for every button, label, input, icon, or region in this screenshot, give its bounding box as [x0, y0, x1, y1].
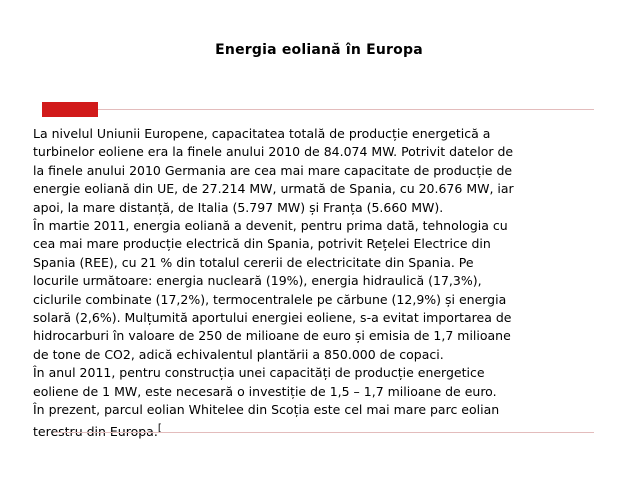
- text-line-content: terestru din Europa.: [33, 423, 158, 439]
- text-line: În martie 2011, energia eoliană a devenit, pentru prima dată, tehnologia cu: [33, 218, 508, 234]
- text-line: energie eoliană din UE, de 27.214 MW, urmată de Spania, cu 20.676 MW, iar: [33, 181, 514, 197]
- text-line: la finele anului 2010 Germania are cea mai mare capacitate de producție de: [33, 162, 513, 178]
- text-line: apoi, la mare distanță, de Italia (5.797 MW) și Franța (5.660 MW).: [33, 199, 444, 215]
- text-line: În anul 2011, pentru construcția unei capacități de producție energetice: [33, 365, 485, 381]
- reference-mark[interactable]: [: [157, 422, 162, 434]
- text-line: hidrocarburi în valoare de 250 de milioane de euro și emisia de 1,7 milioane: [33, 328, 511, 344]
- text-line: La nivelul Uniunii Europene, capacitatea totală de producție energetică a: [33, 126, 491, 141]
- text-line-last: [33, 420, 593, 442]
- slide-title: Energia eoliană în Europa: [215, 42, 423, 58]
- bottom-divider: [54, 432, 594, 433]
- text-line: Spania (REE), cu 21 % din totalul cererii de electricitate din Spania. Pe: [33, 254, 474, 270]
- text-line: solară (2,6%). Mulțumită aportului energiei eoliene, s-a evitat importarea de: [33, 310, 512, 326]
- text-line: eoliene de 1 MW, este necesară o investiție de 1,5 – 1,7 milioane de euro.: [33, 383, 497, 399]
- top-divider: [54, 109, 594, 110]
- body-text: [33, 125, 593, 441]
- text-line: locurile următoare: energia nucleară (19%), energia hidraulică (17,3%),: [33, 273, 482, 289]
- text-line: cea mai mare producție electrică din Spania, potrivit Rețelei Electrice din: [33, 236, 491, 252]
- text-line: În prezent, parcul eolian Whitelee din Scoția este cel mai mare parc eolian: [33, 402, 500, 418]
- text-line: ciclurile combinate (17,2%), termocentralele pe cărbune (12,9%) și energia: [33, 291, 507, 307]
- accent-bar: [42, 102, 98, 117]
- text-line: turbinelor eoliene era la finele anului 2010 de 84.074 MW. Potrivit datelor de: [33, 144, 514, 160]
- text-line: de tone de CO2, adică echivalentul plantării a 850.000 de copaci.: [33, 346, 444, 362]
